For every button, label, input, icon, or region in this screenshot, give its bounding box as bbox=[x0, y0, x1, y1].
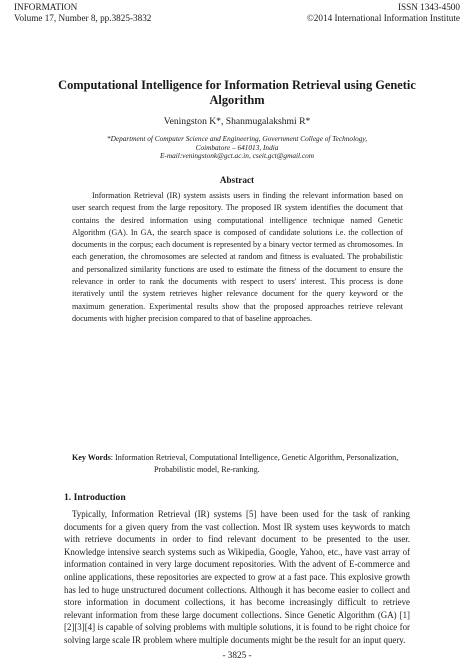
page-number: - 3825 - bbox=[222, 650, 252, 660]
issn: ISSN 1343-4500 bbox=[397, 2, 460, 12]
paper-authors: Veningston K*, Shanmugalakshmi R* bbox=[163, 116, 311, 127]
header-left bbox=[14, 2, 151, 24]
section-heading-introduction: 1. Introduction bbox=[64, 492, 126, 503]
affiliation-department: *Department of Computer Science and Engineering, Government College of Technology, bbox=[106, 134, 368, 143]
copyright: ©2014 International Information Institute bbox=[306, 13, 460, 23]
volume-info: Volume 17, Number 8, pp.3825-3832 bbox=[14, 13, 152, 23]
paper-title: Computational Intelligence for Information Retrieval using Genetic Algorithm bbox=[58, 78, 416, 107]
keywords bbox=[72, 452, 403, 477]
affiliation bbox=[0, 135, 474, 161]
keywords-list: : Information Retrieval, Computational Intelligence, Genetic Algorithm, Personalization, Probabilistic model, Re-ranking. bbox=[110, 453, 399, 475]
introduction-text: Typically, Information Retrieval (IR) systems [5] have been used for the task of ranking documents for a given query from the vast collection. Most IR system uses keywords to match with retrieve documents in order to find relevant document to be presented to the user. Knowledge intensive search systems such as Wikipedia, Google, Yahoo, etc., have vast array of information contained in very large document repositories. With the advent of E-commerce and online applications, these repositories are expected to grow at a fast pace. This explosive growth has led to huge unstructured document collections. Although it has become easier to collect and store information in document collections, it has become increasingly difficult to retrieve relevant information from these large document collections. Since Genetic Algorithm (GA) [1][2][3][4] is capable of solving problems with multiple solutions, it is found to be right choice for solving large scale IR problem where multiple documents might be the result for an input query. bbox=[64, 509, 410, 645]
journal-name: INFORMATION bbox=[14, 2, 78, 12]
affiliation-email: E-mail:veningstonk@gct.ac.in, cseit.gct@gmail.com bbox=[159, 151, 315, 161]
keywords-label: Key Words bbox=[72, 453, 111, 462]
abstract-heading: Abstract bbox=[219, 175, 255, 185]
header-right bbox=[307, 2, 460, 24]
abstract-text: Information Retrieval (IR) system assists users in finding the relevant information based on user search request from the large repository. The proposed IR system identifies the document that contains the desired information using computational intelligence technique named Genetic Algorithm (GA). In GA, the search space is composed of candidate solutions i.e. the collection of documents in the corpus; each document is represented by a binary vector termed as chromosomes. In each generation, the chromosomes are selected at random and fitness is evaluated. The probabilistic and personalized similarity functions are used to estimate the fitness of the document to ensure the relevance in order to rank the documents with respect to users' interest. This process is done iteratively until the system retrieves higher relevance document for the query keyword or the maximum generation. Experimental results show that the proposed approaches retrieve relevant documents with higher precision compared to that of baseline approaches. bbox=[72, 191, 403, 323]
affiliation-location: Coimbatore – 641013, India bbox=[195, 142, 279, 152]
